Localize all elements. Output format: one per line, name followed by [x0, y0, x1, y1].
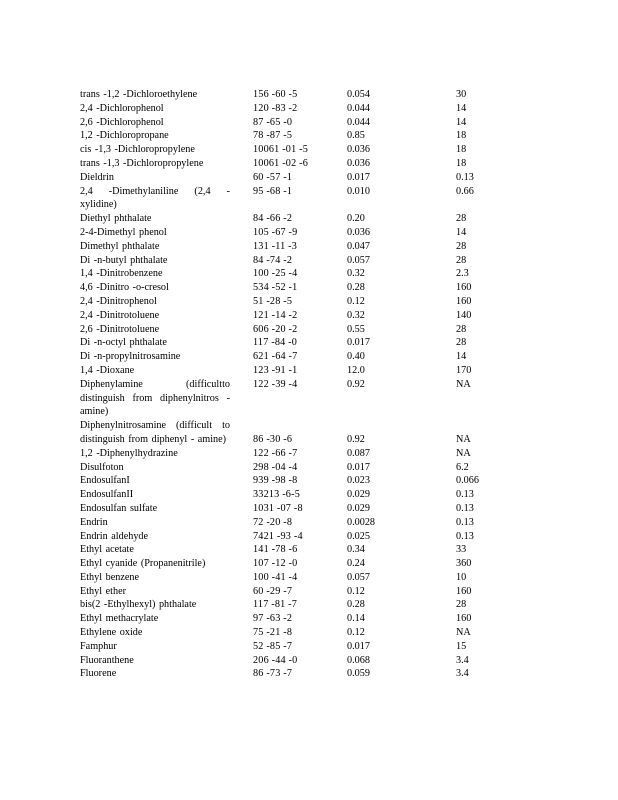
chemical-name: Ethyl ether	[80, 585, 126, 597]
table-row	[80, 585, 580, 599]
concentration-value: 0.044	[347, 116, 370, 128]
table-row	[80, 488, 580, 502]
cas-number: 141 -78 -6	[253, 544, 298, 556]
cas-number: 60 -29 -7	[253, 585, 293, 597]
limit-value: 0.13	[456, 502, 474, 514]
chemical-name: 1,2 -Diphenylhydrazine	[80, 447, 178, 459]
chemical-name: 1,4 -Dioxane	[80, 364, 135, 376]
cas-number: 33213 -6-5	[253, 489, 300, 501]
chemical-name: Ethyl methacrylate	[80, 613, 159, 625]
limit-value: 0.13	[456, 530, 474, 542]
concentration-value: 0.017	[347, 640, 370, 652]
table-row	[80, 350, 580, 364]
table-row	[80, 240, 580, 254]
cas-number: 939 -98 -8	[253, 475, 298, 487]
limit-value: 28	[456, 599, 467, 611]
chemical-name: EndosulfanI	[80, 475, 130, 487]
table-row	[80, 640, 580, 654]
table-row	[80, 129, 580, 143]
concentration-value: 0.40	[347, 351, 365, 363]
table-row	[80, 254, 580, 268]
limit-value: 33	[456, 544, 467, 556]
table-row	[80, 157, 580, 171]
limit-value: 28	[456, 323, 467, 335]
chemical-name: 2,4 -Dinitrotoluene	[80, 309, 160, 321]
table-row	[80, 474, 580, 488]
concentration-value: 0.036	[347, 157, 370, 169]
cas-number: 534 -52 -1	[253, 282, 298, 294]
limit-value: 28	[456, 213, 467, 225]
cas-number: 72 -20 -8	[253, 516, 293, 528]
chemical-name: 2-4-Dimethyl phenol	[80, 226, 167, 238]
chemical-name: Ethyl cyanide (Propanenitrile)	[80, 558, 206, 570]
chemical-name: Diphenylamine (difficultto distinguish from diphenylnitros - amine)	[80, 378, 230, 418]
concentration-value: 0.017	[347, 337, 370, 349]
limit-value: 3.4	[456, 654, 469, 666]
cas-number: 84 -66 -2	[253, 213, 293, 225]
chemical-name: EndosulfanII	[80, 489, 134, 501]
chemical-name: Di -n-propylnitrosamine	[80, 351, 181, 363]
limit-value: 160	[456, 613, 472, 625]
chemical-name: bis(2 -Ethylhexyl) phthalate	[80, 599, 197, 611]
chemical-name: 4,6 -Dinitro -o-cresol	[80, 282, 169, 294]
chemical-name: Diethyl phthalate	[80, 213, 152, 225]
table-row	[80, 502, 580, 516]
limit-value: 14	[456, 116, 467, 128]
chemical-table	[80, 88, 580, 681]
chemical-name: Endrin aldehyde	[80, 530, 149, 542]
chemical-name: trans -1,2 -Dichloroethylene	[80, 89, 198, 100]
cas-number: 100 -25 -4	[253, 268, 298, 280]
concentration-value: 0.017	[347, 461, 370, 473]
concentration-value: 0.32	[347, 268, 365, 280]
limit-value: 2.3	[456, 268, 469, 280]
table-row	[80, 267, 580, 281]
limit-value: 6.2	[456, 461, 469, 473]
table-row	[80, 281, 580, 295]
chemical-name: Famphur	[80, 640, 117, 652]
cas-number: 10061 -01 -5	[253, 144, 309, 156]
concentration-value: 0.12	[347, 295, 365, 307]
chemical-name: Ethyl benzene	[80, 571, 139, 583]
limit-value: 0.13	[456, 516, 474, 528]
chemical-name: Di -n-butyl phthalate	[80, 254, 168, 266]
table-row	[80, 667, 580, 681]
cas-number: 121 -14 -2	[253, 309, 298, 321]
cas-number: 107 -12 -0	[253, 558, 298, 570]
chemical-name: Ethylene oxide	[80, 627, 143, 639]
table-row	[80, 295, 580, 309]
table-row	[80, 212, 580, 226]
cas-number: 120 -83 -2	[253, 102, 298, 114]
chemical-name: Endrin	[80, 516, 108, 528]
chemical-name: Di -n-octyl phthalate	[80, 337, 167, 349]
cas-number: 51 -28 -5	[253, 295, 293, 307]
concentration-value: 0.92	[347, 433, 365, 445]
concentration-value: 0.023	[347, 475, 370, 487]
limit-value: 10	[456, 571, 467, 583]
limit-value: 14	[456, 351, 467, 363]
limit-value: 14	[456, 226, 467, 238]
limit-value: 160	[456, 282, 472, 294]
cas-number: 117 -81 -7	[253, 599, 298, 611]
limit-value: 0.66	[456, 185, 474, 197]
cas-number: 1031 -07 -8	[253, 502, 303, 514]
table-row	[80, 88, 580, 102]
table-row	[80, 447, 580, 461]
concentration-value: 0.28	[347, 282, 365, 294]
cas-number: 86 -73 -7	[253, 668, 293, 680]
limit-value: 0.066	[456, 475, 479, 487]
chemical-name: 2,4 -Dimethylaniline (2,4 - xylidine)	[80, 185, 230, 211]
concentration-value: 0.047	[347, 240, 370, 252]
chemical-name: trans -1,3 -Dichloropropylene	[80, 157, 204, 169]
concentration-value: 0.044	[347, 102, 370, 114]
cas-number: 78 -87 -5	[253, 130, 293, 142]
cas-number: 100 -41 -4	[253, 571, 298, 583]
table-row	[80, 598, 580, 612]
table-row	[80, 116, 580, 130]
cas-number: 117 -84 -0	[253, 337, 298, 349]
concentration-value: 0.92	[347, 378, 365, 390]
cas-number: 122 -39 -4	[253, 378, 298, 390]
table-row	[80, 171, 580, 185]
concentration-value: 0.20	[347, 213, 365, 225]
cas-number: 606 -20 -2	[253, 323, 298, 335]
concentration-value: 0.057	[347, 254, 370, 266]
cas-number: 52 -85 -7	[253, 640, 293, 652]
chemical-name: Fluoranthene	[80, 654, 134, 666]
chemical-name: Fluorene	[80, 668, 117, 680]
concentration-value: 0.029	[347, 489, 370, 501]
limit-value: 15	[456, 640, 467, 652]
concentration-value: 0.057	[347, 571, 370, 583]
concentration-value: 0.010	[347, 185, 370, 197]
cas-number: 156 -60 -5	[253, 89, 298, 100]
limit-value: 0.13	[456, 171, 474, 183]
concentration-value: 0.059	[347, 668, 370, 680]
table-row	[80, 626, 580, 640]
concentration-value: 0.85	[347, 130, 365, 142]
table-row	[80, 226, 580, 240]
cas-number: 122 -66 -7	[253, 447, 298, 459]
cas-number: 86 -30 -6	[253, 433, 293, 445]
chemical-name: cis -1,3 -Dichloropropylene	[80, 144, 195, 156]
concentration-value: 0.12	[347, 585, 365, 597]
table-row	[80, 364, 580, 378]
limit-value: 160	[456, 585, 472, 597]
concentration-value: 0.068	[347, 654, 370, 666]
table-row	[80, 571, 580, 585]
limit-value: 14	[456, 102, 467, 114]
concentration-value: 0.036	[347, 144, 370, 156]
limit-value: 18	[456, 130, 467, 142]
cas-number: 60 -57 -1	[253, 171, 293, 183]
limit-value: 3.4	[456, 668, 469, 680]
chemical-name: 2,6 -Dinitrotoluene	[80, 323, 160, 335]
cas-number: 131 -11 -3	[253, 240, 298, 252]
concentration-value: 0.025	[347, 530, 370, 542]
cas-number: 75 -21 -8	[253, 627, 293, 639]
concentration-value: 0.0028	[347, 516, 376, 528]
table-row	[80, 419, 580, 447]
chemical-name: 1,2 -Dichloropropane	[80, 130, 169, 142]
table-row	[80, 654, 580, 668]
table-row	[80, 516, 580, 530]
table-row	[80, 323, 580, 337]
limit-value: 170	[456, 364, 472, 376]
concentration-value: 0.28	[347, 599, 365, 611]
concentration-value: 0.55	[347, 323, 365, 335]
cas-number: 7421 -93 -4	[253, 530, 303, 542]
concentration-value: 0.12	[347, 627, 365, 639]
cas-number: 105 -67 -9	[253, 226, 298, 238]
cas-number: 123 -91 -1	[253, 364, 298, 376]
limit-value: 18	[456, 157, 467, 169]
limit-value: 0.13	[456, 489, 474, 501]
chemical-name: Diphenylnitrosamine (difficult to distinguish from diphenyl - amine)	[80, 420, 230, 445]
limit-value: 360	[456, 558, 472, 570]
cas-number: 97 -63 -2	[253, 613, 293, 625]
cas-number: 206 -44 -0	[253, 654, 298, 666]
chemical-name: 2,6 -Dichlorophenol	[80, 116, 164, 128]
concentration-value: 0.087	[347, 447, 370, 459]
concentration-value: 0.34	[347, 544, 365, 556]
chemical-name: 2,4 -Dichlorophenol	[80, 102, 164, 114]
chemical-name: 1,4 -Dinitrobenzene	[80, 268, 163, 280]
limit-value: 160	[456, 295, 472, 307]
table-row	[80, 612, 580, 626]
chemical-name: Ethyl acetate	[80, 544, 134, 556]
table-row	[80, 143, 580, 157]
limit-value: NA	[456, 378, 471, 390]
chemical-name: Dieldrin	[80, 171, 114, 183]
limit-value: 18	[456, 144, 467, 156]
limit-value: NA	[456, 433, 471, 445]
concentration-value: 0.017	[347, 171, 370, 183]
table-row	[80, 530, 580, 544]
cas-number: 298 -04 -4	[253, 461, 298, 473]
cas-number: 87 -65 -0	[253, 116, 293, 128]
cas-number: 84 -74 -2	[253, 254, 293, 266]
concentration-value: 12.0	[347, 364, 365, 376]
cas-number: 95 -68 -1	[253, 185, 293, 197]
chemical-name: Disulfoton	[80, 461, 124, 473]
table-row	[80, 309, 580, 323]
concentration-value: 0.32	[347, 309, 365, 321]
limit-value: NA	[456, 447, 471, 459]
limit-value: NA	[456, 627, 471, 639]
table-row	[80, 102, 580, 116]
table-row	[80, 378, 580, 419]
chemical-name: Dimethyl phthalate	[80, 240, 160, 252]
table-row	[80, 185, 580, 213]
cas-number: 621 -64 -7	[253, 351, 298, 363]
chemical-name: Endosulfan sulfate	[80, 502, 158, 514]
table-row	[80, 336, 580, 350]
limit-value: 140	[456, 309, 472, 321]
concentration-value: 0.054	[347, 89, 370, 100]
cas-number: 10061 -02 -6	[253, 157, 309, 169]
concentration-value: 0.029	[347, 502, 370, 514]
concentration-value: 0.14	[347, 613, 365, 625]
limit-value: 28	[456, 337, 467, 349]
concentration-value: 0.24	[347, 558, 365, 570]
limit-value: 30	[456, 89, 467, 100]
table-row	[80, 557, 580, 571]
concentration-value: 0.036	[347, 226, 370, 238]
table-row	[80, 543, 580, 557]
limit-value: 28	[456, 254, 467, 266]
chemical-name: 2,4 -Dinitrophenol	[80, 295, 157, 307]
table-row	[80, 461, 580, 475]
limit-value: 28	[456, 240, 467, 252]
